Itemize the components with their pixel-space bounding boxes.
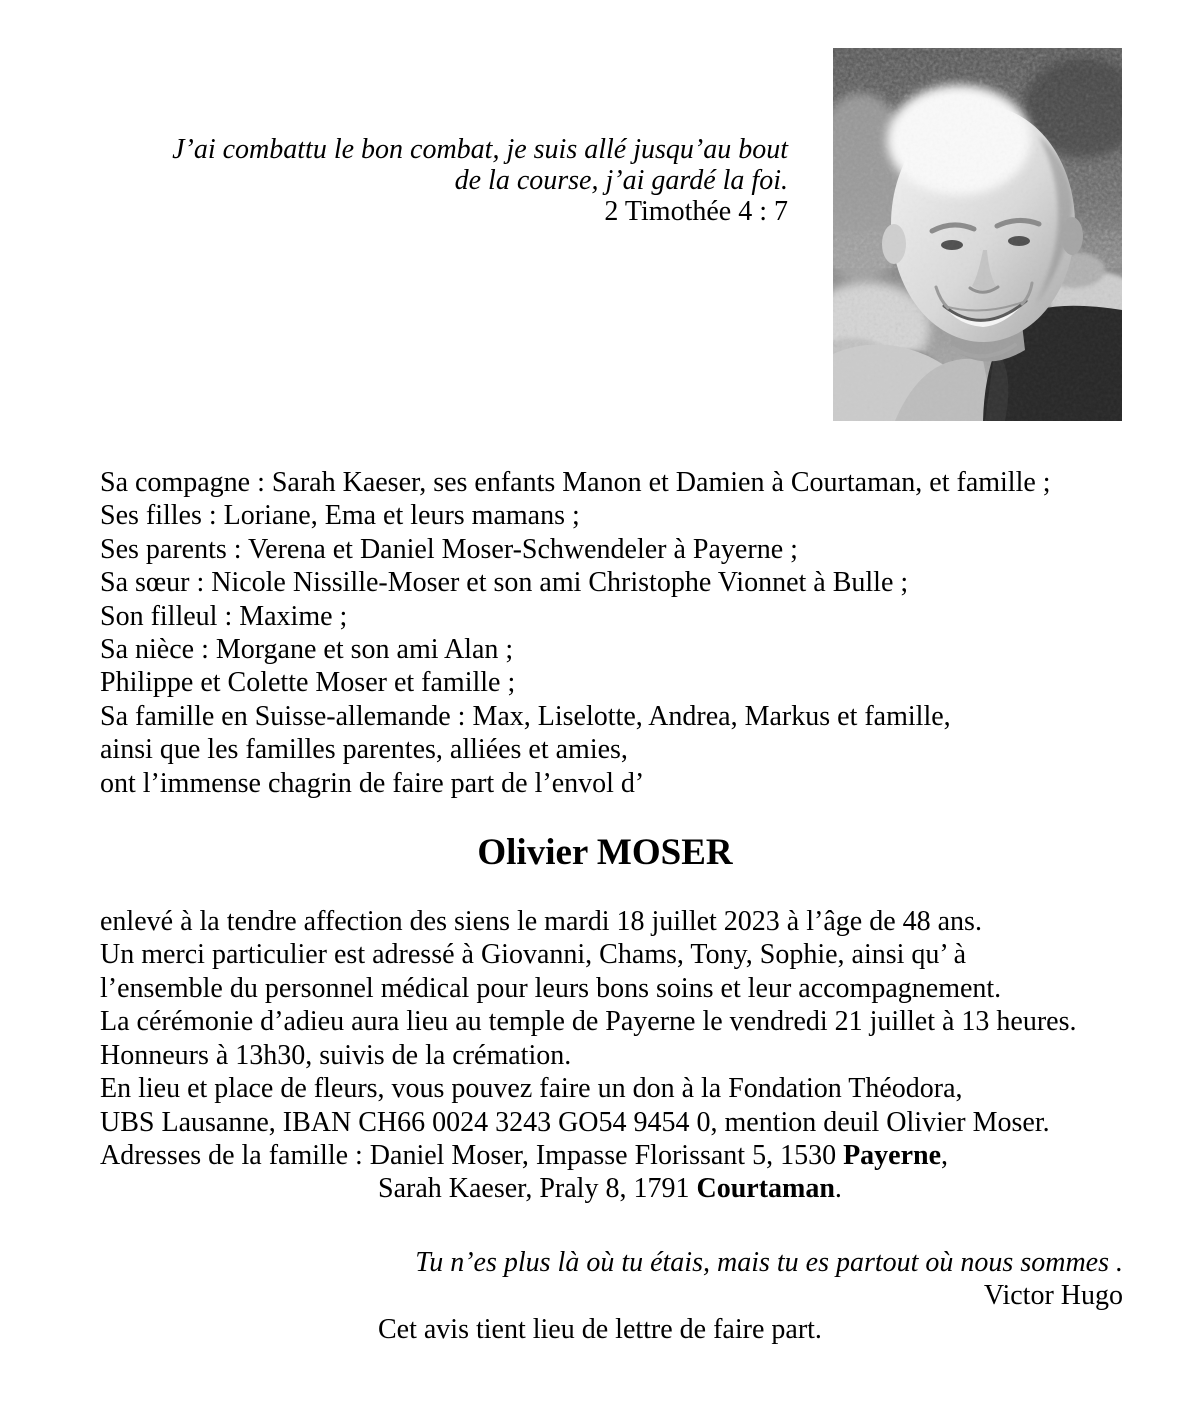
family-line: ont l’immense chagrin de faire part de l’envol d’ (100, 767, 645, 799)
family-address-line-1 (100, 1139, 1123, 1172)
family-line: Sa compagne : Sarah Kaeser, ses enfants Manon et Damien à Courtaman, et famille ; (100, 467, 1051, 498)
address-1-suffix: , (941, 1139, 949, 1171)
announcement-line: Un merci particulier est adressé à Giovanni, Chams, Tony, Sophie, ainsi qu’ à (100, 939, 967, 971)
family-list (100, 466, 1123, 800)
address-1-prefix: Adresses de la famille : Daniel Moser, Impasse Florissant 5, 1530 (100, 1139, 844, 1171)
announcement-line: UBS Lausanne, IBAN CH66 0024 3243 GO54 9454 0, mention deuil Olivier Moser. (100, 1106, 1050, 1138)
announcement-line: enlevé à la tendre affection des siens le mardi 18 juillet 2023 à l’âge de 48 ans. (100, 906, 982, 938)
family-line: Ses filles : Loriane, Ema et leurs mamans ; (100, 500, 580, 532)
address-2-prefix: Sarah Kaeser, Praly 8, 1791 (378, 1173, 697, 1205)
scripture-reference: 2 Timothée 4 : 7 (604, 196, 788, 227)
address-2-city: Courtaman (696, 1173, 835, 1205)
portrait-photo (833, 48, 1122, 421)
main-text-column (100, 466, 1123, 1346)
closing-section (100, 1246, 1123, 1346)
family-line: ainsi que les familles parentes, alliées et amies, (100, 734, 628, 766)
family-line: Son filleul : Maxime ; (100, 600, 348, 632)
closing-quote-author: Victor Hugo (983, 1280, 1123, 1312)
announcement-line: l’ensemble du personnel médical pour leurs bons soins et leur accompagnement. (100, 972, 1002, 1004)
family-line: Sa famille en Suisse-allemande : Max, Liselotte, Andrea, Markus et famille, (100, 700, 951, 732)
family-line: Ses parents : Verena et Daniel Moser-Schwendeler à Payerne ; (100, 533, 798, 565)
deceased-name-title: Olivier MOSER (477, 832, 733, 874)
family-line: Sa sœur : Nicole Nissille-Moser et son ami Christophe Vionnet à Bulle ; (100, 567, 909, 599)
announcement-line: La cérémonie d’adieu aura lieu au temple de Payerne le vendredi 21 juillet à 13 heures. (100, 1006, 1077, 1038)
announcement-line: Honneurs à 13h30, suivis de la crémation. (100, 1039, 572, 1071)
address-1-city: Payerne (843, 1139, 942, 1171)
announcement-line: En lieu et place de fleurs, vous pouvez faire un don à la Fondation Théodora, (100, 1073, 963, 1105)
address-2-suffix: . (834, 1173, 842, 1205)
family-address-line-2 (100, 1172, 1123, 1205)
closing-quote: Tu n’es plus là où tu étais, mais tu es partout où nous sommes . (415, 1246, 1123, 1278)
family-line: Sa nièce : Morgane et son ami Alan ; (100, 634, 514, 666)
scripture-line-2: de la course, j’ai gardé la foi. (454, 165, 788, 196)
closing-notice: Cet avis tient lieu de lettre de faire part. (378, 1313, 822, 1345)
portrait-photo-graphic (833, 48, 1122, 421)
family-line: Philippe et Colette Moser et famille ; (100, 667, 516, 699)
scripture-line-1: J’ai combattu le bon combat, je suis allé jusqu’au bout (172, 134, 788, 165)
announcement-text (100, 905, 1123, 1206)
scripture-quote (143, 134, 788, 227)
